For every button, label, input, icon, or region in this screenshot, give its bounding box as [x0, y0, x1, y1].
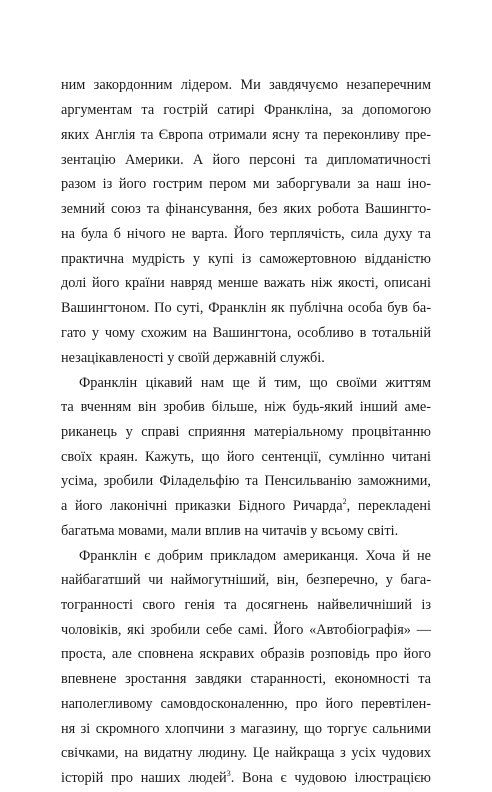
body-line: зентацію Америки. А його персоні та дипломатичності	[61, 152, 431, 168]
body-line: Вашингтоном. По суті, Франклін як публічна особа був ба-	[61, 300, 431, 316]
footnote-ref[interactable]: 3	[226, 769, 231, 778]
body-line	[61, 496, 431, 516]
body-line: практична мудрість у купі із саможертовною відданістю	[61, 251, 431, 267]
body-line: усіма, зробили Філадельфію та Пенсильванію заможними,	[61, 473, 431, 489]
body-line: ня зі скромного хлопчини з магазину, що торгує сальними	[61, 721, 431, 737]
footnote-ref[interactable]: 2	[342, 497, 347, 506]
body-line: аргументам та гострій сатирі Франкліна, за допомогою	[61, 102, 431, 118]
body-line: свічками, на видатну людину. Це найкраща з усіх чудових	[61, 745, 431, 761]
body-line: чоловіків, які зробили себе самі. Його «Автобіографія» —	[61, 622, 431, 638]
body-line: проста, але сповнена яскравих образів розповідь про його	[61, 646, 431, 662]
body-line: яких Англія та Європа отримали ясну та переконливу пре-	[61, 127, 431, 143]
body-line: гато у чому схожим на Вашингтона, особливо в тотальній	[61, 325, 431, 341]
body-line: долі його країни навряд менше важать ніж якості, описані	[61, 275, 431, 291]
body-line: Франклін є добрим прикладом американця. Хоча й не	[79, 548, 431, 564]
body-line: земний союз та фінансування, без яких робота Вашингто-	[61, 201, 431, 217]
body-line: незацікавленості у своїй державній службі.	[61, 350, 325, 366]
body-line: та вченням він зробив більше, ніж будь-який інший аме-	[61, 399, 431, 415]
body-line: своїх краян. Кажуть, що його сентенції, сумлінно читані	[61, 449, 431, 465]
body-line: історій про наших людей$^3$. Вона є чудовою ілюстрацією	[61, 769, 431, 786]
body-line: впевнене зростання завдяки старанності, економності та	[61, 671, 431, 687]
body-line: тогранності свого генія та досягнень найвеличніший із	[61, 597, 431, 613]
body-line: Франклін цікавий нам ще й тим, що своїми життям	[79, 375, 431, 391]
body-line-text: історій про наших людей	[61, 770, 227, 786]
body-line-text: , перекладені	[346, 498, 432, 514]
body-line: багатьма мовами, мали вплив на читачів у всьому світі.	[61, 523, 399, 539]
body-line: на була б нічого не варта. Його терплячість, сила духу та	[61, 226, 431, 242]
body-line: наполегливому самовдосконаленню, про його перевтілен-	[61, 696, 431, 712]
body-line: ним закордонним лідером. Ми завдячуємо незаперечним	[61, 77, 431, 93]
body-line: разом із його гострим пером ми заборгували за наш іно-	[61, 176, 431, 192]
body-line-text: а його лаконічні приказки Бідного Ричарда	[61, 498, 343, 514]
body-line-text: Вона є чудовою ілюстрацією	[242, 770, 431, 786]
body-line: найбагатший чи наймогутніший, він, безперечно, у бага-	[61, 572, 431, 588]
body-line: риканець у справі сприяння матеріальному процвітанню	[61, 424, 431, 440]
